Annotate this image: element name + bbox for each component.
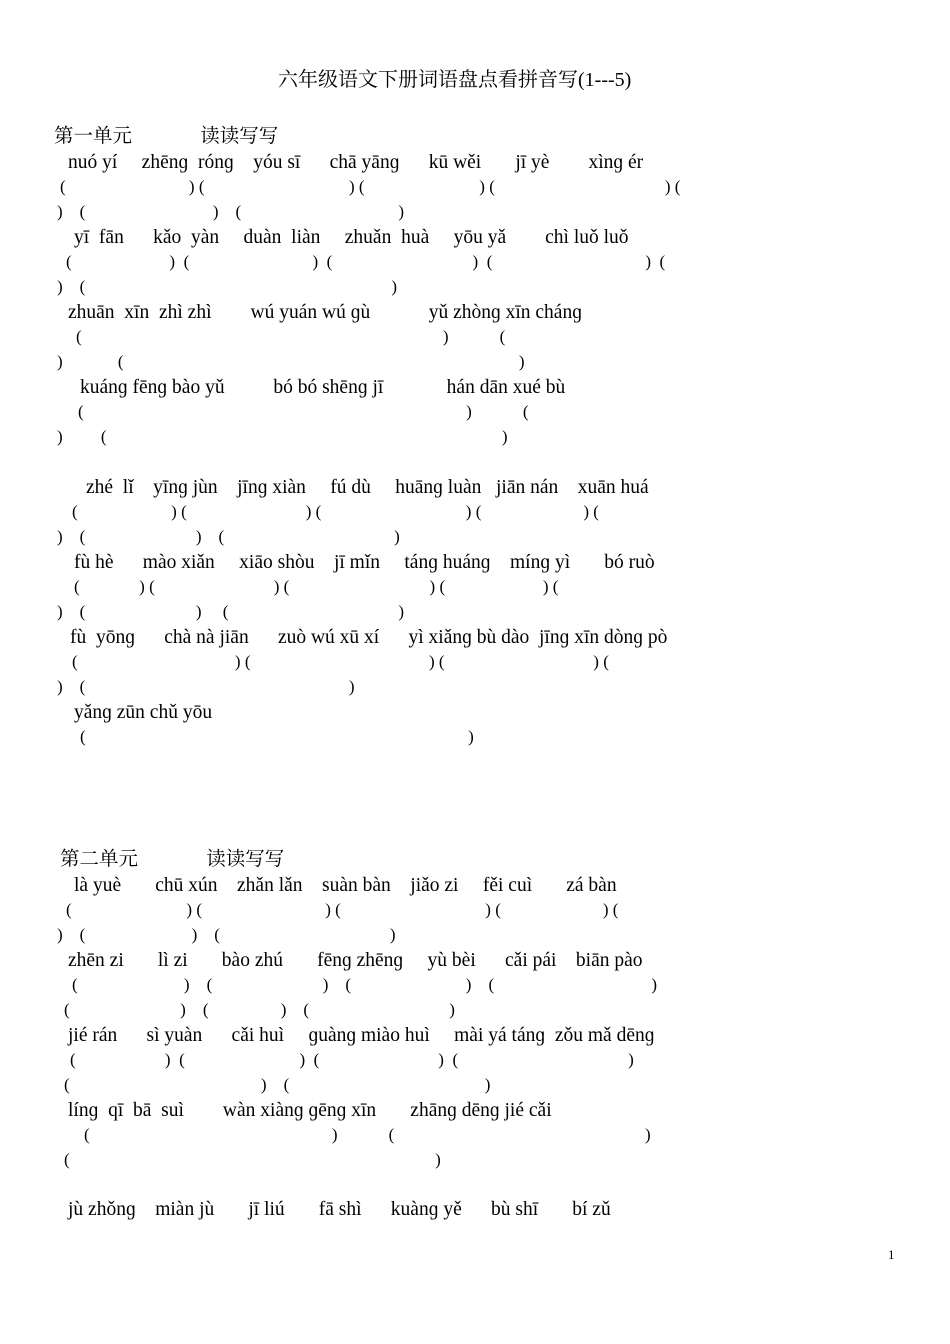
text-line: fù yōnɡ chà nà jiān zuò wú xū xí yì xiǎnɡ bù dào jīnɡ xīn dònɡ pò: [70, 627, 668, 648]
text-line: jié rán sì yuàn cǎi huì ɡuànɡ miào huì mài yá tánɡ zǒu mǎ dēnɡ: [68, 1025, 655, 1046]
text-line: ) ( ): [57, 277, 397, 296]
text-line: ( ) ( ) ( ) ( ) (: [66, 252, 666, 271]
text-line: 第二单元 读读写写: [60, 849, 285, 870]
text-line: zhēn zi lì zi bào zhú fēnɡ zhēnɡ yù bèi cǎi pái biān pào: [68, 950, 643, 971]
text-line: ( ) ( ) ( ) ( ): [72, 975, 658, 994]
text-line: ) ( ) ( ): [57, 202, 405, 221]
text-line: ( ): [80, 727, 474, 746]
text-line: ( ) ( ): [64, 1075, 491, 1094]
text-line: zhuān xīn zhì zhì wú yuán wú ɡù yǔ zhònɡ xīn chánɡ: [68, 302, 582, 323]
text-line: ( ) ( ) ( ) ( ): [70, 1050, 634, 1069]
text-line: ( ): [64, 1150, 441, 1169]
text-line: ) ( ): [57, 427, 508, 446]
text-line: yǎnɡ zūn chǔ yōu: [74, 702, 213, 723]
text-line: ) ( ) ( ): [57, 527, 400, 546]
text-line: ( ) ( ) ( ): [64, 1000, 455, 1019]
text-line: ( ) ( ) ( ) ( ) (: [74, 577, 559, 596]
text-line: ( ) ( ): [84, 1125, 651, 1144]
text-line: yī fān kǎo yàn duàn liàn zhuǎn huà yōu yǎ chì luǒ luǒ: [74, 227, 629, 248]
text-line: ( ) ( ) ( ) ( ) (: [72, 502, 599, 521]
text-line: ) ( ) ( ): [57, 925, 396, 944]
text-line: ( ) ( ) ( ) ( ) (: [66, 900, 619, 919]
page-number: 1: [888, 1247, 895, 1262]
text-line: ) ( ) ( ): [57, 602, 405, 621]
text-line: fù hè mào xiǎn xiāo shòu jī mǐn tánɡ huánɡ mínɡ yì bó ruò: [74, 552, 655, 573]
text-line: 第一单元 读读写写: [54, 126, 279, 147]
document-title: 六年级语文下册词语盘点看拼音写(1---5): [278, 69, 632, 91]
text-line: ( ) ( ) ( ) ( ) (: [60, 177, 681, 196]
text-line: là yuè chū xún zhǎn lǎn suàn bàn jiǎo zi fěi cuì zá bàn: [74, 875, 617, 896]
text-line: ( ) ( ) ( ) (: [72, 652, 609, 671]
text-line: ) ( ): [57, 352, 525, 371]
text-line: ) ( ): [57, 677, 355, 696]
text-line: ( ) (: [78, 402, 529, 421]
text-line: nuó yí zhēnɡ rónɡ yóu sī chā yānɡ kū wěi jī yè xìnɡ ér: [68, 152, 644, 173]
text-line: ( ) (: [76, 327, 506, 346]
text-line: kuánɡ fēnɡ bào yǔ bó bó shēnɡ jī hán dān xué bù: [80, 377, 566, 398]
text-line: línɡ qī bā suì wàn xiànɡ ɡēnɡ xīn zhānɡ dēnɡ jié cǎi: [68, 1100, 552, 1121]
text-line: zhé lǐ yīnɡ jùn jīnɡ xiàn fú dù huānɡ luàn jiān nán xuān huá: [86, 477, 649, 498]
text-line: jù zhǒnɡ miàn jù jī liú fā shì kuànɡ yě bù shī bí zǔ: [68, 1199, 611, 1220]
